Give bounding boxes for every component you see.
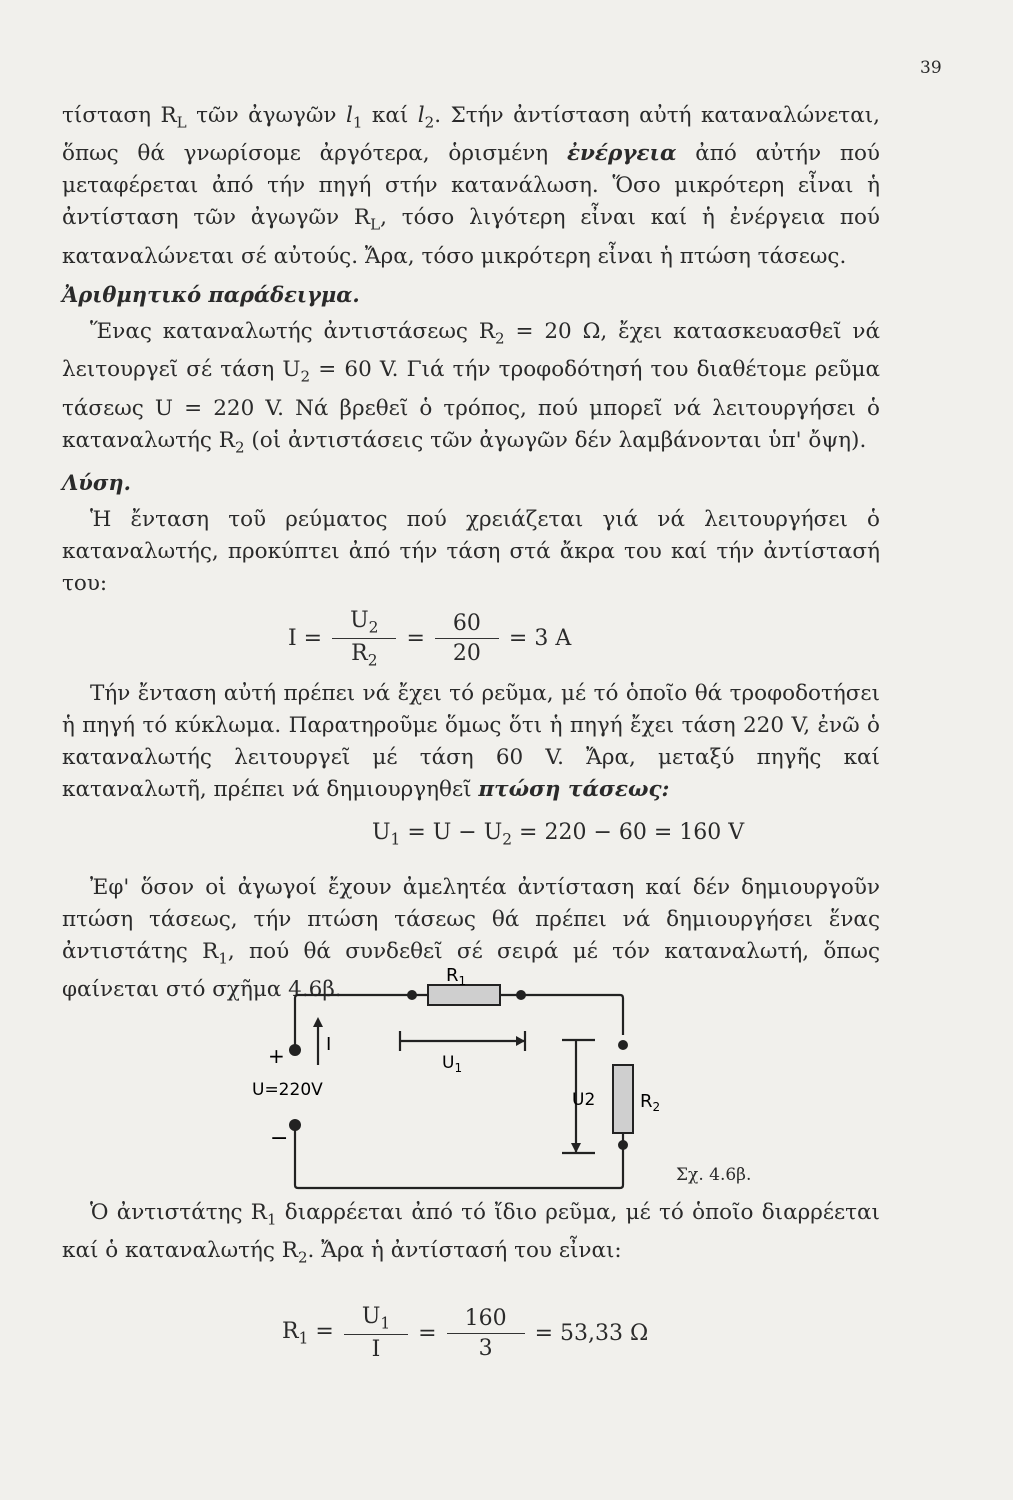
equation-resistance: $R_1$ = $\frac{U_1}{I}$ = $\frac{160}{3}$ = 53,33 Ω [282,1304,649,1363]
solution-paragraph-1: Ἡ ἔνταση τοῦ ρεύματος πού χρειάζεται γιά νά λειτουργήσει ὁ καταναλωτής, προκύπτει ἀπό τήν τάση στά ἄκρα του καί τήν ἀντίστασή του: [62,507,880,596]
example-heading: Ἀριθμητικό παράδειγμα. [62,282,360,307]
r1-label: $R_1$ [446,965,467,988]
page-number: 39 [920,58,942,78]
r2-label: $R_2$ [640,1091,661,1114]
bottom-wire [295,1125,623,1188]
plus-sign: + [268,1044,285,1068]
circuit-diagram [250,965,670,1195]
resistor-r2 [613,1065,633,1133]
solution-paragraph-3: Ἐφ' ὅσον οἱ ἀγωγοί ἔχουν ἀμελητέα ἀντίσταση καί δέν δημιουργοῦν πτώση τάσεως, τήν πτώση τάσεως θά πρέπει νά δημιουργήσει ἕνας ἀντιστάτης $R_1$, πού θά συνδεθεῖ σέ σειρά μέ τόν καταναλωτή, ὅπως φαίνεται στό σχῆμα 4.6β. [62,875,880,1003]
current-arrow [313,1017,323,1027]
intro-paragraph: τίσταση $R_L$ τῶν ἀγωγῶν $l_1$ καί $l_2$. Στήν ἀντίσταση αὐτή καταναλώνεται, ὅπως θά γνωρίσομε ἀργότερα, ὁρισμένη ἐνέργεια ἀπό αὐτήν πού μεταφέρεται ἀπό τήν πηγή στήν κατανάλωση. Ὅσο μικρότερη εἶναι ἡ ἀντίσταση τῶν ἀγωγῶν $R_L$, τόσο λιγότερη εἶναι καί ἡ ἐνέργεια πού καταναλώνεται σέ αὐτούς. Ἄρα, τόσο μικρότερη εἶναι ἡ πτώση τάσεως. [62,103,880,269]
current-label: I [326,1034,332,1055]
example-paragraph: Ἕνας καταναλωτής ἀντιστάσεως $R_2 = 20$ Ω, ἔχει κατασκευασθεῖ νά λειτουργεῖ σέ τάση $U_2 = 60$ V. Γιά τήν τροφοδότησή του διαθέτομε ρεῦμα τάσεως U = 220 V. Νά βρεθεῖ ὁ τρόπος, πού μπορεῖ νά λειτουργήσει ὁ καταναλωτής $R_2$ (οἱ ἀντιστάσεις τῶν ἀγωγῶν δέν λαμβάνονται ὑπ' ὄψη). [62,319,880,456]
solution-paragraph-2: Τήν ἔνταση αὐτή πρέπει νά ἔχει τό ρεῦμα, μέ τό ὁποῖο θά τροφοδοτήσει ἡ πηγή τό κύκλωμα. Παρατηροῦμε ὅμως ὅτι ἡ πηγή ἔχει τάση 220 V, ἐνῶ ὁ καταναλωτής λειτουργεῖ μέ τάση 60 V. Ἄρα, μεταξύ πηγῆς καί καταναλωτῆ, πρέπει νά δημιουργηθεῖ πτώση τάσεως: [62,681,880,802]
equation-voltage-drop: $U_1 = U - U_2 = 220 - 60 = 160$ V [372,820,745,849]
negative-terminal [289,1119,301,1131]
solution-heading: Λύση. [62,470,131,495]
figure-caption: Σχ. 4.6β. [676,1165,752,1185]
minus-sign: − [270,1126,289,1151]
resistor-r1 [428,985,500,1005]
source-voltage-label: U=220V [252,1080,323,1100]
positive-terminal [289,1044,301,1056]
u1-label: $U_1$ [442,1053,463,1075]
solution-paragraph-4: Ὁ ἀντιστάτης $R_1$ διαρρέεται ἀπό τό ἴδιο ρεῦμα, μέ τό ὁποῖο διαρρέεται καί ὁ καταναλωτής $R_2$. Ἄρα ἡ ἀντίστασή του εἶναι: [62,1200,880,1267]
equation-current: I = $\frac{U_2}{R_2}$ = $\frac{60}{20}$ = 3 A [288,608,572,670]
u2-label: U2 [572,1090,596,1110]
